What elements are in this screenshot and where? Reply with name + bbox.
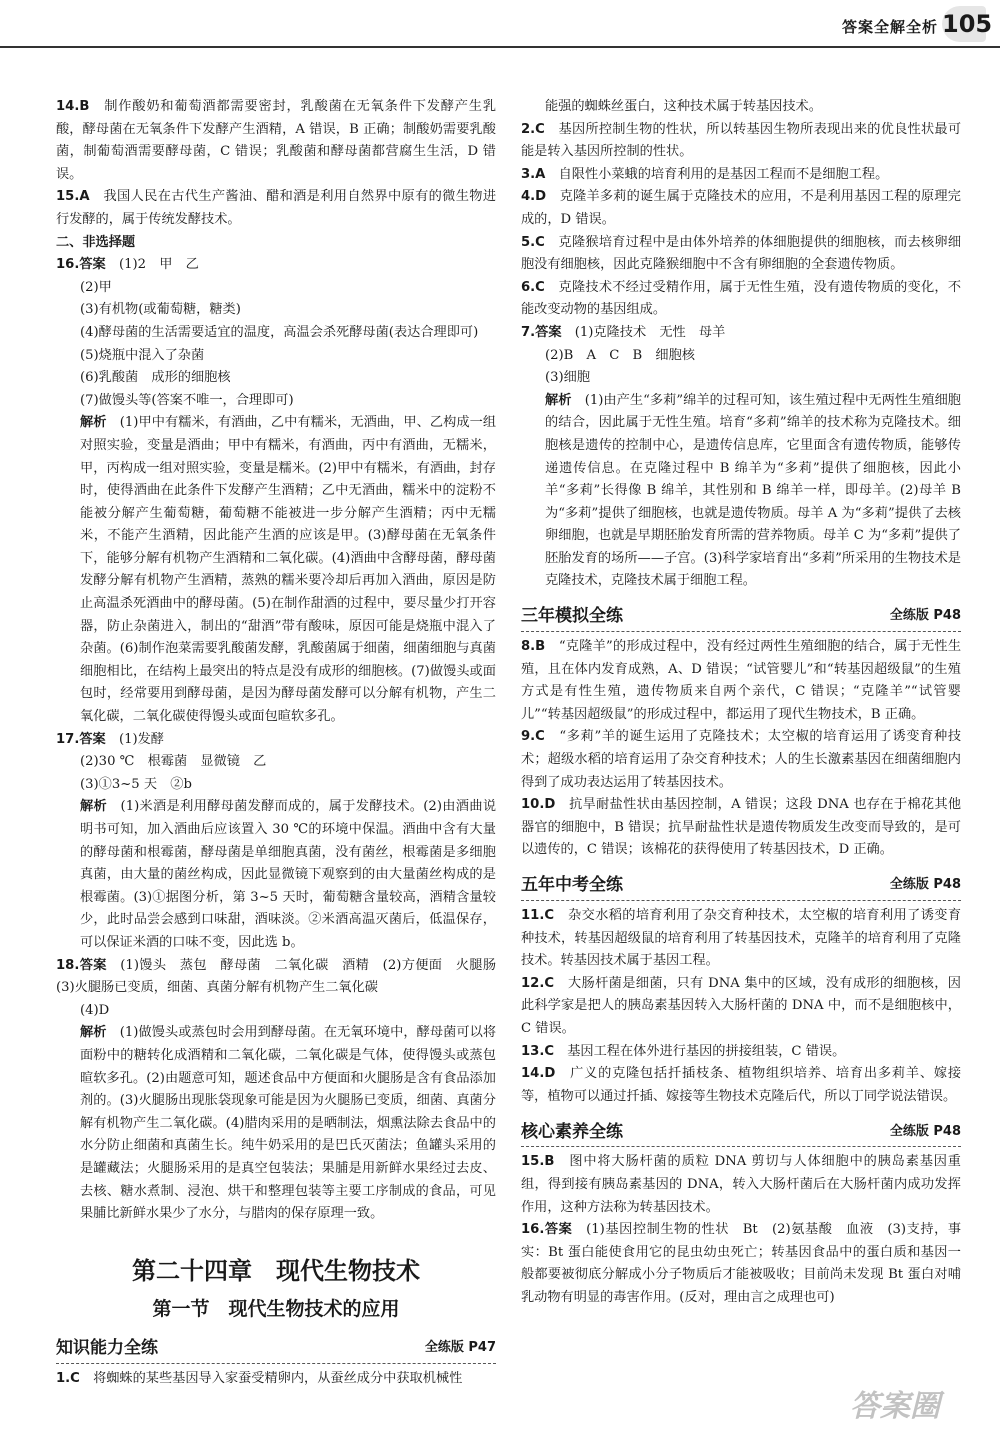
answer-14-right: 14.D 广义的克隆包括扦插枝条、植物组织培养、培育出多莉羊、嫁接等，植物可以通过扦插、嫁接等生物技术克隆后代，所以丁同学说法错误。 [521,1066,962,1104]
answer-1: 1.C 将蜘蛛的某些基因导入家蚕受精卵内，从蚕丝成分中获取机械性 [56,1370,463,1386]
section-title: 第一节 现代生物技术的应用 [152,1298,400,1321]
answer-15-right: 15.B 图中将大肠杆菌的质粒 DNA 剪切与人体细胞中的胰岛素基因重组，得到接有胰岛素基因的 DNA，转入大肠杆菌后在大肠杆菌内成功发挥作用，这种方法称为转基因技术。 [521,1154,961,1215]
part-heading: 二、非选择题 [56,234,136,250]
answer-12: 12.C 大肠杆菌是细菌，只有 DNA 集中的区域，没有成形的细胞核，因此科学家是把人的胰岛素基因转入大肠杆菌的 DNA 中，而不是细胞核中，C 错误。 [521,975,961,1036]
right-column [521,96,961,1310]
section-head-five-year: 五年中考全练 全练版 P48 [521,868,961,901]
section-head-core: 核心素养全练 全练版 P48 [521,1114,961,1147]
answer-8: 8.B “克隆羊”的形成过程中，没有经过两性生殖细胞的结合，属于无性生殖，且在体内发育成熟，A、D 错误；“试管婴儿”和“转基因超级鼠”的生殖方式是有性生殖，遗传物质来自两个亲代，C 错误；“克隆羊”“试管婴儿”“转基因超级鼠”的形成过程中，都运用了现代生物技术，B 正确。 [521,639,962,722]
answer-3: 3.A 自限性小菜蛾的培育利用的是基因工程而不是细胞工程。 [521,166,889,182]
answer-17: 17.答案 (1)发酵 (2)30 ℃ 根霉菌 显微镜 乙 (3)①3~5 天 ②b 解析 (1)米酒是利用酵母菌发酵而成的，属于发酵技术。(2)由酒曲说明书可知，加入酒曲后应该置入 30 ℃的环境中保温。酒曲中含有大量的酵母菌和根霉菌，酵母菌是单细胞真菌，没有菌丝，根霉菌是多细胞真菌，由大量的菌丝构成，因此显微镜下观察到的由大量菌丝构成的是根霉菌。(3)①据图分析，第 3~5 天时，葡萄糖含量较高，酒精含量较少，此时品尝会感到口味甜，酒味淡。②米酒高温灭菌后，低温保存，可以保证米酒的口味不变，因此选 b。 [56,729,496,955]
answer-6: 6.C 克隆技术不经过受精作用，属于无性生殖，没有遗传物质的变化，不能改变动物的基因组成。 [521,279,962,318]
analysis-7: 解析 (1)由产生“多莉”绵羊的过程可知，该生殖过程中无两性生殖细胞的结合，因此属于无性生殖。培育“多莉”绵羊的技术称为克隆技术。细胞核是遗传的控制中心，是遗传信息库，它里面含有遗传物质，能够传递遗传信息。在克隆过程中 B 绵羊为“多莉”提供了细胞核，因此小羊“多莉”长得像 B 绵羊，其性别和 B 绵羊一样，即母羊。(2)母羊 B 为“多莉”提供了细胞核，也就是遗传物质。母羊 A 为“多莉”提供了去核卵细胞，也就是早期胚胎发育所需的营养物质。母羊 C 为“多莉”提供了胚胎发育的场所——子宫。(3)科学家培育出“多莉”所采用的生物技术是克隆技术，克隆技术属于细胞工程。 [545,392,961,589]
analysis-18: 解析 (1)做馒头或蒸包时会用到酵母菌。在无氧环境中，酵母菌可以将面粉中的糖转化成酒精和二氧化碳，二氧化碳是气体，使得馒头或蒸包暄软多孔。(2)由题意可知，题述食品中方便面和火腿肠是含有食品添加剂的。(3)火腿肠出现胀袋现象可能是因为火腿肠已变质，细菌、真菌分解有机物产生二氧化碳。(4)腊肉采用的是晒制法，烟熏法除去食品中的水分防止细菌和真菌生长。纯牛奶采用的是巴氏灭菌法；鱼罐头采用的是罐藏法；火腿肠采用的是真空包装法；果脯是用新鲜水果经过去皮、去核、糖水煮制、浸泡、烘干和整理包装等主要工序制成的食品，可见果脯比新鲜水果少了水分，与腊肉的保存原理一致。 [80,1025,497,1222]
answer-2: 2.C 基因所控制生物的性状，所以转基因生物所表现出来的优良性状最可能是转入基因所控制的性状。 [521,121,962,160]
header-title: 答案全解全析 [841,18,938,36]
answer-16-right: 16.答案 (1)基因控制生物的性状 Bt (2)氨基酸 血液 (3)支持，事实：Bt 蛋白能使食用它的昆虫幼虫死亡；转基因食品中的蛋白质和基因一般都要被彻底分解成小分子物质后才能被吸收；目前尚未发现 Bt 蛋白对哺乳动物有明显的毒害作用。(反对，理由言之成理也可) [521,1222,962,1305]
page-number: 105 [942,6,986,42]
answer-10: 10.D 抗旱耐盐性状由基因控制，A 错误；这段 DNA 也存在于棉花其他器官的细胞中，B 错误；抗旱耐盐性状是遗传物质发生改变而导致的，是可以遗传的，C 错误；该棉花的获得使用了转基因技术，D 正确。 [521,797,962,858]
answer-11: 11.C 杂交水稻的培育利用了杂交育种技术，太空椒的培育利用了诱变育种技术，转基因超级鼠的培育利用了转基因技术，克隆羊的培育利用了克隆技术。转基因技术属于基因工程。 [521,908,962,969]
left-column [56,96,510,1390]
answer-13: 13.C 基因工程在体外进行基因的拼接组装，C 错误。 [521,1043,846,1059]
analysis-17: 解析 (1)米酒是利用酵母菌发酵而成的，属于发酵技术。(2)由酒曲说明书可知，加入酒曲后应该置入 30 ℃的环境中保温。酒曲中含有大量的酵母菌和根霉菌，酵母菌是单细胞真菌，没有菌丝，根霉菌是多细胞真菌，由大量的菌丝构成，因此显微镜下观察到的由大量菌丝构成的是根霉菌。(3)①据图分析，第 3~5 天时，葡萄糖含量较高，酒精含量较少，此时品尝会感到口味甜，酒味淡。②米酒高温灭菌后，低温保存，可以保证米酒的口味不变，因此选 b。 [80,799,497,950]
section-head-knowledge: 知识能力全练 全练版 P47 [56,1331,496,1364]
answer-14: 14.B 制作酸奶和葡萄酒都需要密封，乳酸菌在无氧条件下发酵产生乳酸，酵母菌在无氧条件下发酵产生酒精，A 错误，B 正确；制酸奶需要乳酸菌，制葡萄酒需要酵母菌，C 错误；乳酸菌和酵母菌都营腐生生活，D 错误。 [56,99,497,182]
answer-4: 4.D 克隆羊多莉的诞生属于克隆技术的应用，不是利用基因工程的原理完成的，D 错误。 [521,189,961,227]
answer-15: 15.A 我国人民在古代生产酱油、醋和酒是利用自然界中原有的微生物进行发酵的，属于传统发酵技术。 [56,189,497,227]
answer-5: 5.C 克隆猴培育过程中是由体外培养的体细胞提供的细胞核，而去核卵细胞没有细胞核，因此克隆猴细胞中不含有卵细胞的全套遗传物质。 [521,234,962,273]
answer-1-continued: 能强的蜘蛛丝蛋白，这种技术属于转基因技术。 [545,99,822,114]
answer-9: 9.C “多莉”羊的诞生运用了克隆技术；太空椒的培育运用了诱变育种技术；超级水稻的培育运用了杂交育种技术；人的生长激素基因在细菌细胞内得到了成功表达运用了转基因技术。 [521,729,962,790]
section-head-three-year: 三年模拟全练 全练版 P48 [521,599,961,632]
answer-16: 16.答案 (1)2 甲 乙 (2)甲 (3)有机物(或葡萄糖，糖类) (4)酵母菌的生活需要适宜的温度，高温会杀死酵母菌(表达合理即可) (5)烧瓶中混入了杂菌 (6)乳酸菌 成形的细胞核 (7)做馒头等(答案不唯一，合理即可) 解析 (1)甲中有糯米，有酒曲，乙中有糯米，无酒曲，甲、乙构成一组对照实验，变量是酒曲；甲中有糯米，有酒曲，丙中有酒曲，无糯米，甲，丙构成一组对照实验，变量是糯米。(2)甲中有糯米，有酒曲，封存时，使得酒曲在此条件下发酵产生酒精；乙中无酒曲，糯米中的淀粉不能被分解产生葡萄糖，葡萄糖不能被进一步分解产生酒精；丙中无糯米，不能产生酒精，因此能产生酒的应该是甲。(3)酵母菌在无氧条件下，能够分解有机物产生酒精和二氧化碳。(4)酒曲中含酵母菌，酵母菌发酵分解有机物产生酒精，蒸熟的糯米要冷却后再加入酒曲，原因是防止高温杀死酒曲中的酵母菌。(5)在制作甜酒的过程中，要尽量少打开容器，防止杂菌进入，制出的“甜酒”带有酸味，原因可能是烧瓶中混入了杂菌。(6)制作泡菜需要乳酸菌发酵，乳酸菌属于细菌，细菌细胞与真菌细胞相比，在结构上最突出的特点是没有成形的细胞核。(7)做馒头或面包时，经常要用到酵母菌，是因为酵母菌发酵可以分解有机物，产生二氧化碳，二氧化碳使得馒头或面包暄软多孔。 [56,254,496,728]
page-header [0,0,1000,48]
answer-18: 18.答案 (1)馒头 蒸包 酵母菌 二氧化碳 酒精 (2)方便面 火腿肠 (3)火腿肠已变质，细菌、真菌分解有机物产生二氧化碳 (4)D 解析 (1)做馒头或蒸包时会用到酵母菌。在无氧环境中，酵母菌可以将面粉中的糖转化成酒精和二氧化碳，二氧化碳是气体，使得馒头或蒸包暄软多孔。(2)由题意可知，题述食品中方便面和火腿肠是含有食品添加剂的。(3)火腿肠出现胀袋现象可能是因为火腿肠已变质，细菌、真菌分解有机物产生二氧化碳。(4)腊肉采用的是晒制法，烟熏法除去食品中的水分防止细菌和真菌生长。纯牛奶采用的是巴氏灭菌法；鱼罐头采用的是罐藏法；火腿肠采用的是真空包装法；果脯是用新鲜水果经过去皮、去核、糖水煮制、浸泡、烘干和整理包装等主要工序制成的食品，可见果脯比新鲜水果少了水分，与腊肉的保存原理一致。 [56,955,496,1226]
analysis-16: 解析 (1)甲中有糯米，有酒曲，乙中有糯米，无酒曲，甲、乙构成一组对照实验，变量是酒曲；甲中有糯米，有酒曲，丙中有酒曲，无糯米，甲，丙构成一组对照实验，变量是糯米。(2)甲中有糯米，有酒曲，封存时，使得酒曲在此条件下发酵产生酒精；乙中无酒曲，糯米中的淀粉不能被分解产生葡萄糖，葡萄糖不能被进一步分解产生酒精；丙中无糯米，不能产生酒精，因此能产生酒的应该是甲。(3)酵母菌在无氧条件下，能够分解有机物产生酒精和二氧化碳。(4)酒曲中含酵母菌，酵母菌发酵分解有机物产生酒精，蒸熟的糯米要冷却后再加入酒曲，原因是防止高温杀死酒曲中的酵母菌。(5)在制作甜酒的过程中，要尽量少打开容器，防止杂菌进入，制出的“甜酒”带有酸味，原因可能是烧瓶中混入了杂菌。(6)制作泡菜需要乳酸菌发酵，乳酸菌属于细菌，细菌细胞与真菌细胞相比，在结构上最突出的特点是没有成形的细胞核。(7)做馒头或面包时，经常要用到酵母菌，是因为酵母菌发酵可以分解有机物，产生二氧化碳，二氧化碳使得馒头或面包暄软多孔。 [80,415,497,725]
watermark-logo: 答案圈 [850,1389,940,1424]
answer-7: 7.答案 (1)克隆技术 无性 母羊 (2)B A C B 细胞核 (3)细胞 解析 (1)由产生“多莉”绵羊的过程可知，该生殖过程中无两性生殖细胞的结合，因此属于无性生殖。培育“多莉”绵羊的技术称为克隆技术。细胞核是遗传的控制中心，是遗传信息库，它里面含有遗传物质，能够传递遗传信息。在克隆过程中 B 绵羊为“多莉”提供了细胞核，因此小羊“多莉”长得像 B 绵羊，其性别和 B 绵羊一样，即母羊。(2)母羊 B 为“多莉”提供了细胞核，也就是遗传物质。母羊 A 为“多莉”提供了去核卵细胞，也就是早期胚胎发育所需的营养物质。母羊 C 为“多莉”提供了胚胎发育的场所——子宫。(3)科学家培育出“多莉”所采用的生物技术是克隆技术，克隆技术属于细胞工程。 [521,322,961,593]
chapter-title: 第二十四章 现代生物技术 [132,1256,420,1285]
